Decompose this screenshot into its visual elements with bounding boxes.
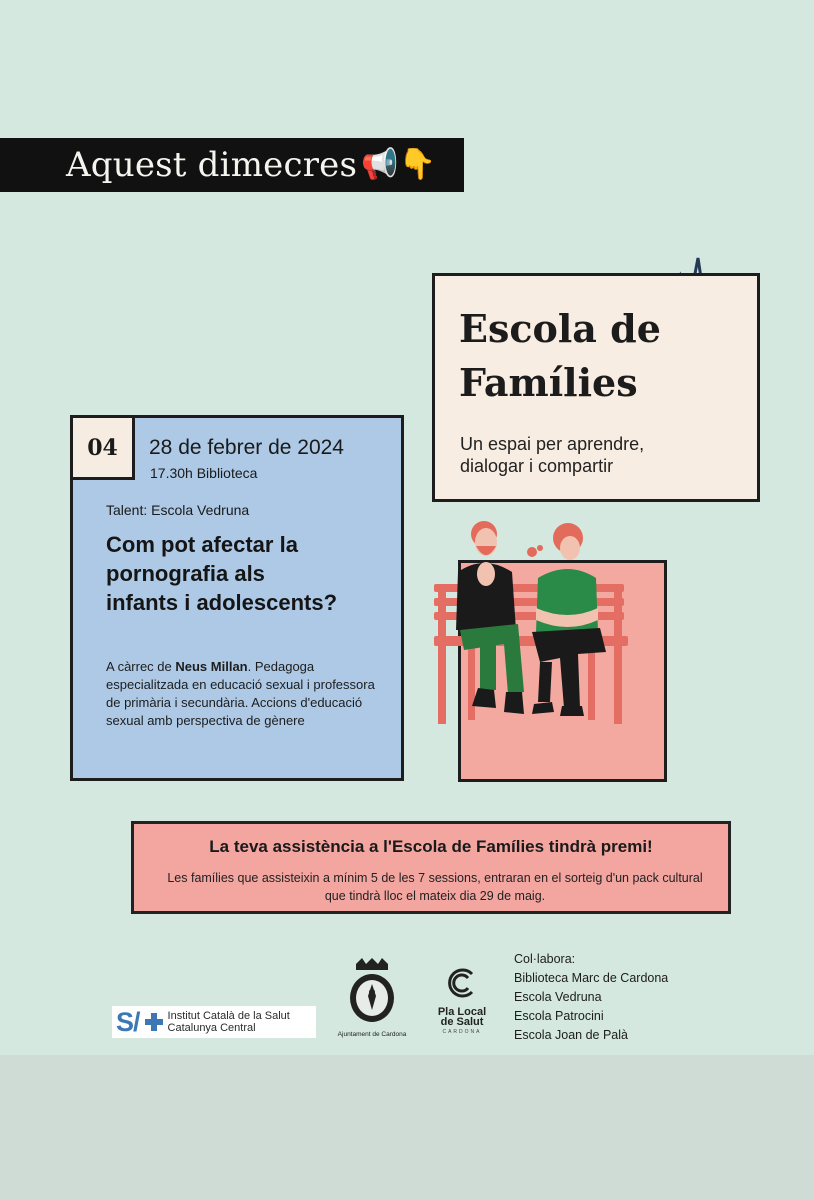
title-line: Escola de — [459, 306, 661, 351]
collaborator-item: Biblioteca Marc de Cardona — [514, 971, 669, 985]
pla-local-text — [430, 1007, 494, 1027]
pla-local-salut-logo — [430, 966, 494, 1035]
pla-local-c-icon — [445, 966, 479, 1000]
ajuntament-label: Ajuntament de Cardona — [337, 1031, 407, 1038]
speaker-name: Neus Millan — [175, 659, 248, 674]
ics-logo-letter: S/ — [116, 1006, 140, 1037]
session-time-place: 17.30h Biblioteca — [150, 465, 258, 481]
session-card — [70, 415, 404, 781]
ics-line: Catalunya Central — [167, 1022, 256, 1034]
megaphone-pointing-icon: 📢👇 — [361, 148, 436, 181]
coat-of-arms-icon — [346, 958, 398, 1024]
session-date: 28 de febrer de 2024 — [149, 436, 344, 459]
subtitle-line: Un espai per aprendre, — [460, 434, 645, 454]
session-description — [106, 658, 386, 730]
page-title — [459, 302, 661, 410]
title-card — [432, 273, 760, 502]
subtitle-line: dialogar i compartir — [460, 456, 614, 476]
collaborator-item: Escola Vedruna — [514, 990, 602, 1004]
prize-banner — [131, 821, 731, 914]
question-line: Com pot afectar la — [106, 532, 298, 557]
ics-logo-text — [168, 1010, 290, 1034]
pla-line: de Salut — [440, 1016, 484, 1028]
question-line: infants i adolescents? — [106, 590, 338, 615]
couple-on-bench-illustration — [428, 512, 638, 742]
title-line: Famílies — [459, 360, 638, 405]
session-talent: Talent: Escola Vedruna — [106, 502, 250, 518]
session-number-badge — [73, 418, 135, 480]
ics-logo — [112, 1006, 316, 1038]
collaborators-label: Col·labora: — [514, 952, 576, 966]
session-question — [106, 530, 396, 617]
collaborator-item: Escola Patrocini — [514, 1009, 604, 1023]
desc-prefix: A càrrec de — [106, 659, 176, 674]
prize-title: La teva assistència a l'Escola de Famílies tindrà premi! — [209, 837, 653, 856]
health-cross-icon — [144, 1012, 164, 1032]
pla-local-subtitle: CARDONA — [442, 1029, 482, 1035]
subtitle — [460, 433, 644, 477]
poster-footer-area — [0, 1055, 814, 1200]
pla-line: Pla Local — [437, 1006, 487, 1018]
prize-text: Les famílies que assisteixin a mínim 5 de les 7 sessions, entraran en el sorteig d'un pack cultural que tindrà lloc el mateix dia 29 de maig. — [167, 871, 703, 903]
ics-line: Institut Català de la Salut — [167, 1010, 290, 1022]
collaborator-item: Escola Joan de Palà — [514, 1028, 628, 1042]
ajuntament-logo — [330, 958, 414, 1038]
collaborators-list — [514, 950, 668, 1045]
question-line: pornografia als — [106, 561, 265, 586]
desc-rest: . Pedagoga especialitzada en educació sexual i professora de primària i secundària. Accions d'educació sexual amb perspectiva de gènere — [106, 659, 375, 728]
header-bar — [0, 138, 464, 192]
header-title: Aquest dimecres — [66, 145, 358, 185]
session-number: 04 — [87, 434, 118, 461]
